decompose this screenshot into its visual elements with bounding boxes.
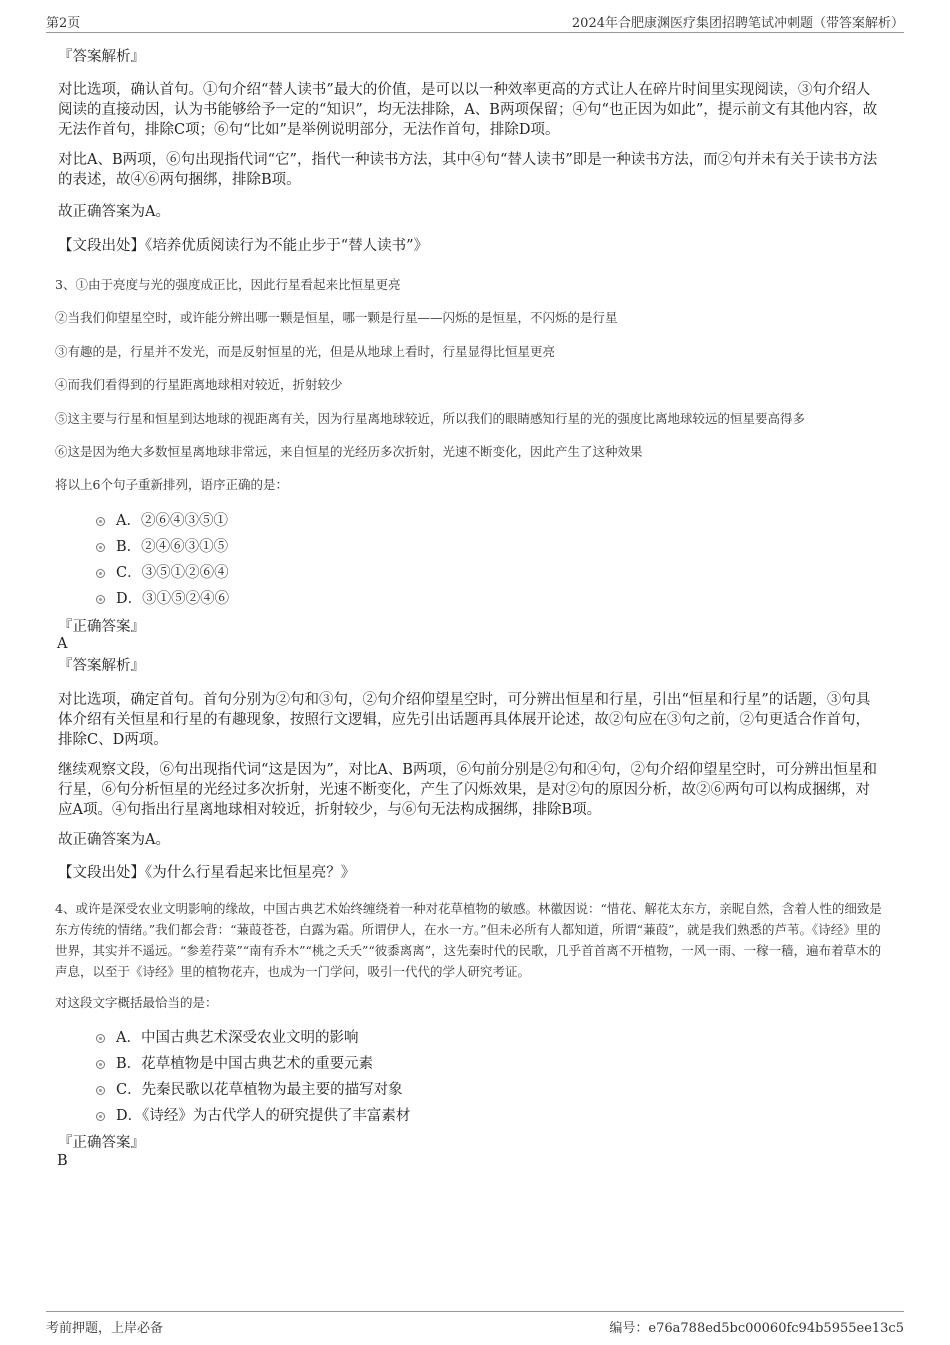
footer-slogan: 考前押题，上岸必备 bbox=[46, 1321, 164, 1336]
page-header bbox=[46, 12, 904, 33]
q3-correct-answer-label: 『正确答案』 bbox=[58, 619, 145, 635]
radio-icon[interactable] bbox=[96, 1112, 105, 1121]
q4-correct-answer: B bbox=[57, 1153, 68, 1169]
q3-sentence-4: ④而我们看得到的行星距离地球相对较近，折射较少 bbox=[55, 377, 343, 392]
option-label: B．②④⑥③①⑤ bbox=[116, 539, 229, 555]
radio-icon[interactable] bbox=[96, 543, 105, 552]
q3-prompt: 将以上6个句子重新排列，语序正确的是： bbox=[55, 477, 288, 492]
q3-options bbox=[96, 508, 229, 612]
q4-option-b[interactable] bbox=[96, 1051, 410, 1077]
q4-option-a[interactable] bbox=[96, 1025, 410, 1051]
q3-correct-answer: A bbox=[57, 636, 68, 652]
q4-correct-answer-label: 『正确答案』 bbox=[58, 1135, 145, 1151]
q3-conclusion: 故正确答案为A。 bbox=[58, 832, 170, 848]
option-label: C．先秦民歌以花草植物为最主要的描写对象 bbox=[116, 1082, 403, 1098]
q3-sentence-6: ⑥这是因为绝大多数恒星离地球非常远，来自恒星的光经历多次折射，光速不断变化，因此产生了这种效果 bbox=[55, 444, 643, 459]
document-serial: 编号：e76a788ed5bc00060fc94b5955ee13c5 bbox=[609, 1321, 904, 1336]
q3-option-b[interactable] bbox=[96, 534, 229, 560]
radio-icon[interactable] bbox=[96, 1060, 105, 1069]
q3-option-a[interactable] bbox=[96, 508, 229, 534]
radio-icon[interactable] bbox=[96, 517, 105, 526]
option-label: C．③⑤①②⑥④ bbox=[116, 565, 229, 581]
page-footer bbox=[46, 1311, 904, 1334]
option-label: A．中国古典艺术深受农业文明的影响 bbox=[116, 1030, 359, 1046]
q4-option-c[interactable] bbox=[96, 1077, 410, 1103]
option-label: A．②⑥④③⑤① bbox=[116, 513, 228, 529]
option-label: D．《诗经》为古代学人的研究提供了丰富素材 bbox=[116, 1108, 411, 1124]
radio-icon[interactable] bbox=[96, 1086, 105, 1095]
option-label: B．花草植物是中国古典艺术的重要元素 bbox=[116, 1056, 374, 1072]
q2-analysis-paragraph-2: 对比A、B两项，⑥句出现指代词“它”，指代一种读书方法，其中④句“替人读书”即是一种读书方法，而②句并未有关于读书方法的表述，故④⑥两句捆绑，排除B项。 bbox=[58, 152, 878, 188]
q4-option-d[interactable] bbox=[96, 1103, 410, 1129]
q4-options bbox=[96, 1025, 410, 1129]
q3-sentence-1: 3、①由于亮度与光的强度成正比，因此行星看起来比恒星更亮 bbox=[55, 277, 401, 292]
q3-option-d[interactable] bbox=[96, 586, 229, 612]
q3-option-c[interactable] bbox=[96, 560, 229, 586]
q3-analysis-label: 『答案解析』 bbox=[58, 658, 145, 674]
radio-icon[interactable] bbox=[96, 569, 105, 578]
radio-icon[interactable] bbox=[96, 1034, 105, 1043]
q2-analysis-paragraph-1: 对比选项，确认首句。①句介绍“替人读书”最大的价值，是可以以一种效率更高的方式让人在碎片时间里实现阅读，③句介绍人阅读的直接动因，认为书能够给予一定的“知识”，均无法排除，A、B两项保留；④句“也正因为如此”，提示前文有其他内容，故无法作首句，排除C项；⑥句“比如”是举例说明部分，无法作首句，排除D项。 bbox=[58, 82, 878, 138]
analysis-label: 『答案解析』 bbox=[58, 49, 145, 65]
q3-analysis-paragraph-2: 继续观察文段，⑥句出现指代词“这是因为”，对比A、B两项，⑥句前分别是②句和④句，②句介绍仰望星空时，可分辨出恒星和行星，⑥句分析恒星的光经过多次折射，光速不断变化，产生了闪烁效果，是对②句的原因分析，故②⑥两句可以构成捆绑，对应A项。④句指出行星离地球相对较近，折射较少，与⑥句无法构成捆绑，排除B项。 bbox=[58, 762, 877, 818]
q4-prompt: 对这段文字概括最恰当的是： bbox=[55, 995, 218, 1010]
q3-sentence-5: ⑤这主要与行星和恒星到达地球的视距离有关，因为行星离地球较近，所以我们的眼睛感知行星的光的强度比离地球较远的恒星要高得多 bbox=[55, 411, 806, 426]
q4-stem: 4、或许是深受农业文明影响的缘故，中国古典艺术始终缠绕着一种对花草植物的敏感。林徽因说：“惜花、解花太东方，亲昵自然，含着人性的细致是东方传统的情绪。”我们都会背：“蒹葭苍苍，白露为霜。所谓伊人，在水一方。”但未必所有人都知道，所谓“蒹葭”，就是我们熟悉的芦苇。《诗经》里的世界，其实并不遥远。“参差荇菜”“南有乔木”“桃之夭夭”“彼黍离离”，这先秦时代的民歌，几乎首首离不开植物，一风一雨、一稼一穑，遍布着草木的声息，以至于《诗经》里的植物花卉，也成为一门学问，吸引一代代的学人研究考证。 bbox=[55, 901, 882, 979]
q3-analysis-paragraph-1: 对比选项，确定首句。首句分别为②句和③句，②句介绍仰望星空时，可分辨出恒星和行星，引出“恒星和行星”的话题，③句具体介绍有关恒星和行星的有趣现象，按照行文逻辑，应先引出话题再具体展开论述，故②句应在③句之前，②句更适合作首句，排除C、D两项。 bbox=[58, 692, 871, 748]
q3-source: 【文段出处】《为什么行星看起来比恒星亮？》 bbox=[58, 865, 356, 881]
q2-conclusion: 故正确答案为A。 bbox=[58, 204, 170, 220]
q3-sentence-2: ②当我们仰望星空时，或许能分辨出哪一颗是恒星，哪一颗是行星——闪烁的是恒星，不闪烁的是行星 bbox=[55, 310, 618, 325]
radio-icon[interactable] bbox=[96, 595, 105, 604]
option-label: D．③①⑤②④⑥ bbox=[116, 591, 230, 607]
page-number: 第2页 bbox=[46, 16, 81, 31]
q3-sentence-3: ③有趣的是，行星并不发光，而是反射恒星的光，但是从地球上看时，行星显得比恒星更亮 bbox=[55, 344, 556, 359]
q2-source: 【文段出处】《培养优质阅读行为不能止步于“替人读书”》 bbox=[58, 238, 429, 254]
document-title: 2024年合肥康渊医疗集团招聘笔试冲刺题（带答案解析） bbox=[571, 16, 904, 31]
